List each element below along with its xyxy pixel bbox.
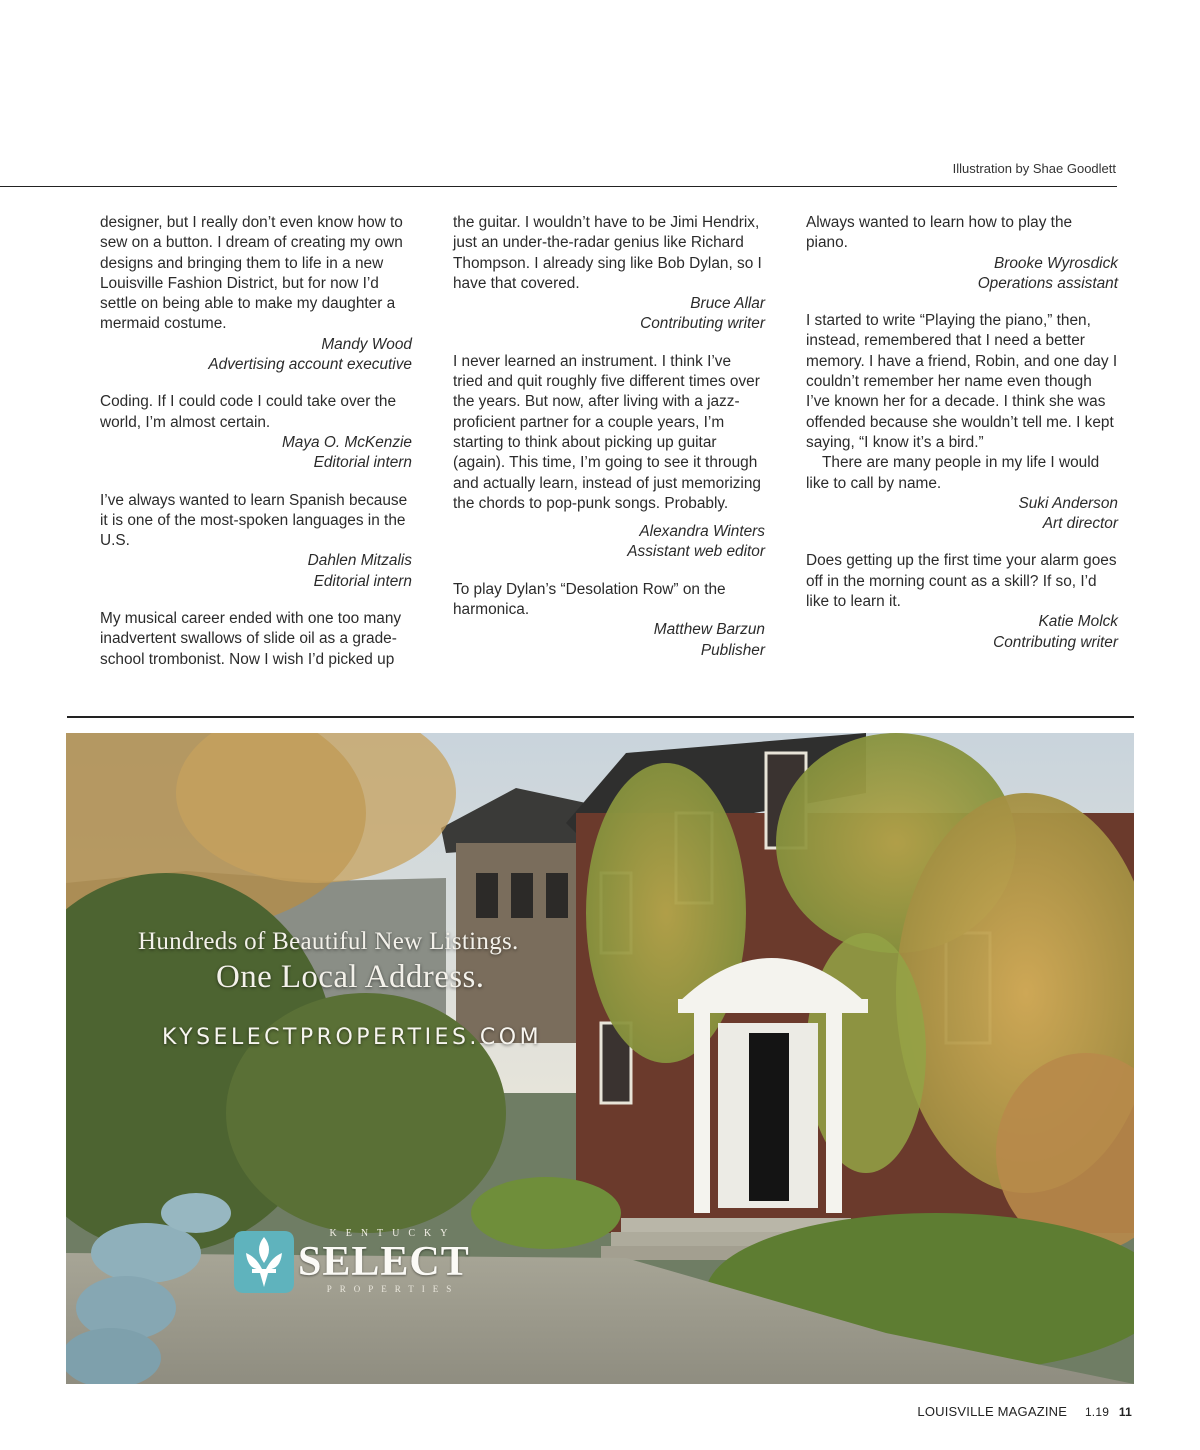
logo-properties-text: PROPERTIES (326, 1284, 460, 1294)
ad-website-link[interactable]: KYSELECTPROPERTIES.COM (162, 1025, 543, 1050)
text-column-1 (100, 213, 412, 687)
response-entry (453, 580, 765, 661)
top-rule (0, 186, 1117, 187)
response-entry (100, 392, 412, 473)
response-text: designer, but I really don’t even know how to sew on a button. I dream of creating my own designs and bringing them to life in a new Louisville Fashion District, but for now I’d settle on being able to make my daughter a mermaid costume. (100, 214, 403, 333)
house-photo (66, 733, 1134, 1384)
author-name: Matthew Barzun (653, 621, 765, 639)
author-title: Contributing writer (993, 633, 1118, 651)
author-title: Editorial intern (313, 454, 412, 472)
author-title: Advertising account executive (208, 356, 412, 374)
response-entry (806, 213, 1118, 294)
author-name: Katie Molck (1038, 613, 1118, 631)
response-text: I started to write “Playing the piano,” then, instead, remembered that I need a better memory. I have a friend, Robin, and one day I couldn’t remember her name even though I’ve known her for a decade. I think she was offended because she wouldn’t tell me. I kept saying, “I know it’s a bird.” (806, 312, 1118, 451)
response-entry (806, 311, 1118, 534)
magazine-name: LOUISVILLE MAGAZINE (917, 1404, 1068, 1419)
author-title: Assistant web editor (627, 543, 765, 561)
response-text: the guitar. I wouldn’t have to be Jimi Hendrix, just an under-the-radar genius like Richard Thompson. I already sing like Bob Dylan, so I have that covered. (453, 214, 762, 292)
section-rule (67, 716, 1134, 718)
real-estate-advertisement[interactable] (66, 733, 1134, 1384)
author-title: Editorial intern (313, 572, 412, 590)
issue-number: 1.19 (1084, 1405, 1110, 1419)
kentucky-select-logo (234, 1228, 494, 1298)
page-number: 11 (1118, 1405, 1132, 1419)
text-column-3 (806, 213, 1118, 670)
response-text: There are many people in my life I would like to call by name. (806, 454, 1100, 492)
response-entry (806, 551, 1118, 652)
response-entry (453, 352, 765, 563)
response-entry (100, 491, 412, 592)
author-title: Contributing writer (640, 315, 765, 333)
logo-select-text: SELECT (298, 1239, 470, 1285)
response-entry (453, 213, 765, 335)
author-name: Suki Anderson (1018, 494, 1118, 512)
response-text: Always wanted to learn how to play the piano. (806, 214, 1073, 252)
ad-headline-address: One Local Address. (216, 959, 485, 995)
author-name: Mandy Wood (321, 335, 412, 353)
response-entry (100, 609, 412, 670)
author-title: Art director (1042, 515, 1118, 533)
author-name: Bruce Allar (690, 295, 765, 313)
author-title: Operations assistant (977, 274, 1118, 292)
ad-headline-listings: Hundreds of Beautiful New Listings. (138, 928, 519, 955)
logo-kentucky-text: KENTUCKY (329, 1228, 457, 1239)
response-text: Coding. If I could code I could take over the world, I’m almost certain. (100, 393, 397, 431)
response-text: I never learned an instrument. I think I’ve tried and quit roughly five different times over the years. But now, after living with a jazz-proficient partner for a couple years, I’m starting to think about picking up guitar (again). This time, I’m going to see it through and actually learn, instead of just memorizing the chords to pop-punk songs. Probably. (453, 352, 761, 512)
response-text: Does getting up the first time your alarm goes off in the morning count as a skill? If so, I’d like to learn it. (806, 552, 1117, 611)
author-title: Publisher (700, 641, 765, 659)
illustration-credit: Illustration by Shae Goodlett (952, 161, 1116, 176)
response-entry (100, 213, 412, 375)
fleur-de-lis-icon (234, 1231, 294, 1293)
author-name: Maya O. McKenzie (281, 433, 412, 451)
author-name: Dahlen Mitzalis (307, 552, 412, 570)
text-column-2 (453, 213, 765, 678)
response-text: I’ve always wanted to learn Spanish because it is one of the most-spoken languages in the U.S. (100, 491, 408, 550)
author-name: Brooke Wyrosdick (993, 254, 1118, 272)
response-text: My musical career ended with one too many inadvertent swallows of slide oil as a grade-school trombonist. Now I wish I’d picked up (100, 610, 402, 668)
response-text: To play Dylan’s “Desolation Row” on the harmonica. (453, 580, 726, 619)
page-footer (917, 1404, 1132, 1419)
author-name: Alexandra Winters (639, 523, 765, 541)
